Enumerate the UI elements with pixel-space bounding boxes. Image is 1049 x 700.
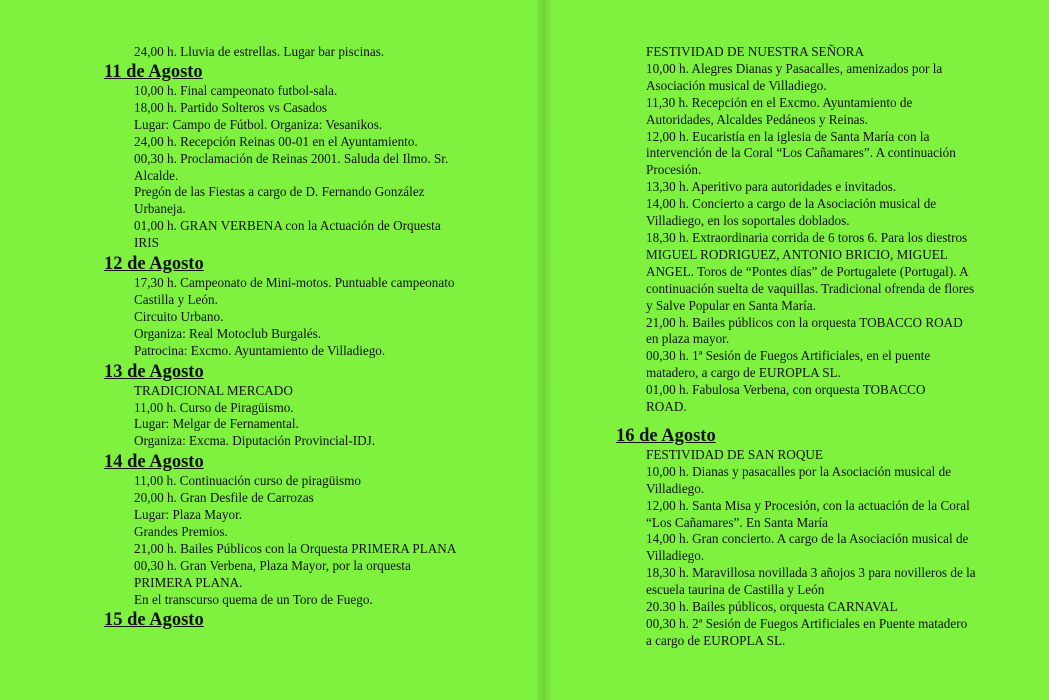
event-line: 20.30 h. Bailes públicos, orquesta CARNAVAL: [646, 599, 898, 615]
event-line: Organiza: Real Motoclub Burgalés.: [134, 325, 322, 341]
left-sections: [104, 62, 524, 630]
event-line: 00,30 h. 1ª Sesión de Fuegos Artificiales, en el puente: [646, 348, 931, 364]
event-line: “Los Cañamares”. En Santa María: [646, 514, 828, 530]
event-line: FESTIVIDAD DE NUESTRA SEÑORA: [646, 44, 864, 59]
event-line: Castilla y León.: [134, 291, 218, 307]
date-heading: 11 de Agosto: [104, 62, 203, 82]
right-sections: [616, 426, 1036, 650]
event-line: 11,00 h. Continuación curso de piragüismo: [134, 473, 361, 489]
event-line: ROAD.: [646, 399, 687, 415]
event-line: Lugar: Melgar de Fernamental.: [134, 416, 299, 432]
event-line: Organiza: Excma. Diputación Provincial-IDJ.: [134, 433, 376, 449]
right-intro: [616, 44, 1036, 416]
event-line: 10,00 h. Alegres Dianas y Pasacalles, amenizados por la: [646, 60, 943, 76]
top-line: 24,00 h. Lluvia de estrellas. Lugar bar piscinas.: [134, 44, 385, 59]
event-line: Villadiego.: [646, 548, 705, 564]
event-line: matadero, a cargo de EUROPLA SL.: [646, 365, 841, 381]
event-line: en plaza mayor.: [646, 331, 730, 347]
event-line: Villadiego.: [646, 480, 705, 496]
event-line: 12,00 h. Eucaristía en la iglesia de Santa María con la: [646, 128, 930, 144]
event-line: Circuito Urbano.: [134, 308, 224, 324]
event-line: Lugar: Plaza Mayor.: [134, 507, 243, 523]
event-line: Lugar: Campo de Fútbol. Organiza: Vesanikos.: [134, 116, 383, 132]
event-line: 12,00 h. Santa Misa y Procesión, con la actuación de la Coral: [646, 497, 970, 513]
event-line: FESTIVIDAD DE SAN ROQUE: [646, 446, 823, 462]
event-line: 21,00 h. Bailes Públicos con la Orquesta PRIMERA PLANA: [134, 540, 457, 556]
event-line: 18,30 h. Extraordinaria corrida de 6 toros 6. Para los diestros: [646, 229, 968, 245]
date-heading: 14 de Agosto: [104, 452, 204, 473]
event-line: Grandes Premios.: [134, 523, 228, 539]
event-line: 10,00 h. Dianas y pasacalles por la Asociación musical de: [646, 463, 952, 479]
event-line: Alcalde.: [134, 167, 179, 183]
event-line: a cargo de EUROPLA SL.: [646, 632, 786, 648]
event-line: Villadiego, en los soportales doblados.: [646, 213, 850, 229]
event-line: Urbaneja.: [134, 201, 186, 217]
event-line: continuación suelta de vaquillas. Tradicional ofrenda de flores: [646, 280, 975, 296]
event-line: 11,00 h. Curso de Piragüismo.: [134, 399, 294, 415]
page-fold: [537, 0, 551, 700]
event-line: ANGEL. Toros de “Pontes días” de Portugalete (Portugal). A: [646, 263, 969, 279]
event-line: 20,00 h. Gran Desfile de Carrozas: [134, 490, 314, 506]
event-line: Procesión.: [646, 162, 702, 178]
event-line: En el transcurso quema de un Toro de Fuego.: [134, 591, 373, 607]
event-line: 21,00 h. Bailes públicos con la orquesta TOBACCO ROAD: [646, 314, 963, 330]
event-line: 00,30 h. Proclamación de Reinas 2001. Saluda del Ilmo. Sr.: [134, 150, 449, 166]
event-line: 10,00 h. Final campeonato futbol-sala.: [134, 83, 338, 98]
date-heading: 13 de Agosto: [104, 361, 204, 382]
event-line: MIGUEL RODRIGUEZ, ANTONIO BRICIO, MIGUEL: [646, 246, 948, 262]
event-line: 14,00 h. Gran concierto. A cargo de la Asociación musical de: [646, 531, 969, 547]
event-line: 17,30 h. Campeonato de Mini-motos. Puntuable campeonato: [134, 275, 455, 291]
event-line: TRADICIONAL MERCADO: [134, 382, 293, 398]
event-line: 24,00 h. Recepción Reinas 00-01 en el Ayuntamiento.: [134, 133, 418, 149]
left-column: [104, 0, 524, 631]
event-line: escuela taurina de Castilla y León: [646, 582, 825, 598]
event-line: PRIMERA PLANA.: [134, 574, 243, 590]
date-heading: 12 de Agosto: [104, 254, 204, 275]
event-line: 01,00 h. Fabulosa Verbena, con orquesta TOBACCO: [646, 382, 926, 398]
event-line: 00,30 h. 2ª Sesión de Fuegos Artificiales en Puente matadero: [646, 616, 968, 631]
event-line: 13,30 h. Aperitivo para autoridades e invitados.: [646, 179, 897, 195]
event-line: Asociación musical de Villadiego.: [646, 77, 827, 93]
event-line: 18,30 h. Maravillosa novillada 3 añojos 3 para novilleros de la: [646, 565, 976, 581]
date-heading: 15 de Agosto: [104, 610, 204, 631]
event-line: intervención de la Coral “Los Cañamares”. A continuación: [646, 145, 956, 161]
event-line: 00,30 h. Gran Verbena, Plaza Mayor, por la orquesta: [134, 557, 411, 573]
event-line: Pregón de las Fiestas a cargo de D. Fernando González: [134, 184, 425, 200]
event-line: y Salve Popular en Santa María.: [646, 297, 816, 313]
event-line: IRIS: [134, 235, 159, 251]
event-line: 14,00 h. Concierto a cargo de la Asociación musical de: [646, 196, 937, 212]
event-line: Autoridades, Alcaldes Pedáneos y Reinas.: [646, 111, 868, 127]
event-line: 01,00 h. GRAN VERBENA con la Actuación de Orquesta: [134, 218, 441, 234]
event-line: 11,30 h. Recepción en el Excmo. Ayuntamiento de: [646, 94, 913, 110]
date-heading: 16 de Agosto: [616, 425, 716, 446]
right-column: [616, 0, 1036, 650]
event-line: Patrocina: Excmo. Ayuntamiento de Villadiego.: [134, 342, 386, 358]
event-line: 18,00 h. Partido Solteros vs Casados: [134, 99, 328, 115]
